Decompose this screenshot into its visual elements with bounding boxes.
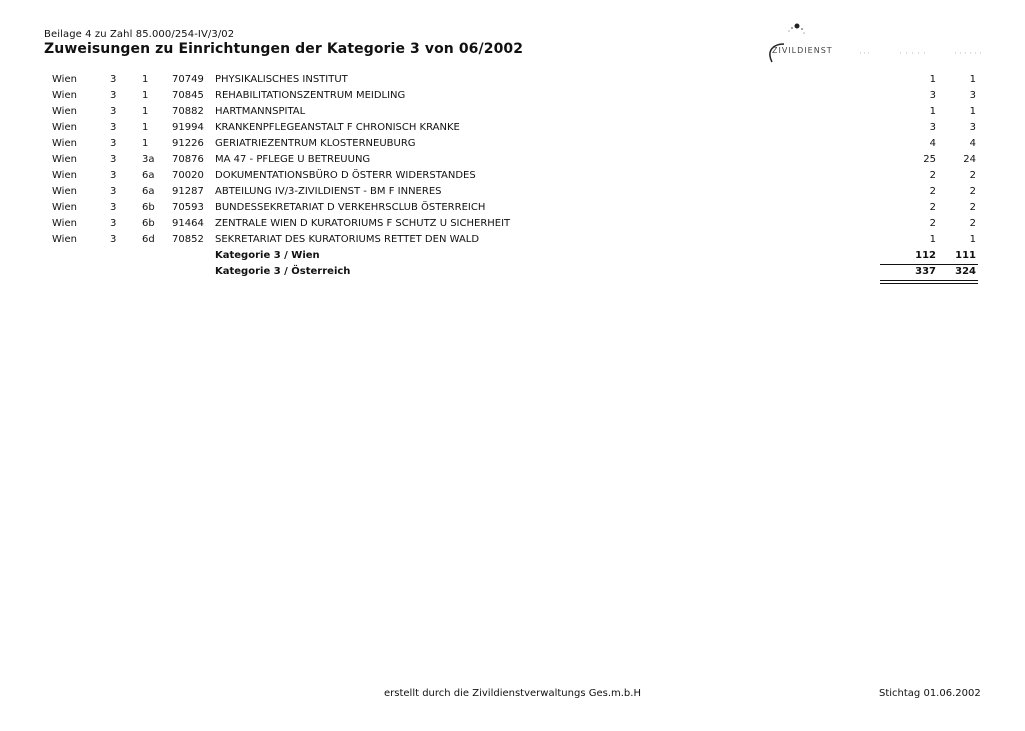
- footer-creator: erstellt durch die Zivildienstverwaltungs Ges.m.b.H: [384, 688, 641, 699]
- institution-name-cell: BUNDESSEKRETARIAT D VERKEHRSCLUB ÖSTERREICH: [215, 202, 486, 213]
- code-cell: 91464: [172, 218, 204, 229]
- category-cell: 3: [110, 218, 117, 229]
- logo-text: ZIVILDIENST: [772, 46, 833, 55]
- city-cell: Wien: [52, 170, 77, 181]
- category-cell: 3: [110, 74, 117, 85]
- table-row: [0, 138, 1025, 154]
- total-value-1: 337: [915, 266, 936, 277]
- table-row: [0, 90, 1025, 106]
- institution-name-cell: ABTEILUNG IV/3-ZIVILDIENST - BM F INNERES: [215, 186, 442, 197]
- table-row: [0, 154, 1025, 170]
- city-cell: Wien: [52, 218, 77, 229]
- total-value-2: 324: [955, 266, 976, 277]
- value-1-cell: 4: [929, 138, 936, 149]
- category-cell: 3: [110, 106, 117, 117]
- value-2-cell: 2: [969, 186, 976, 197]
- table-row: [0, 74, 1025, 90]
- city-cell: Wien: [52, 154, 77, 165]
- subcategory-cell: 1: [142, 74, 149, 85]
- institution-name-cell: HARTMANNSPITAL: [215, 106, 306, 117]
- city-cell: Wien: [52, 234, 77, 245]
- category-cell: 3: [110, 90, 117, 101]
- code-cell: 70852: [172, 234, 204, 245]
- total-underline: [880, 280, 978, 281]
- value-1-cell: 3: [929, 90, 936, 101]
- subcategory-cell: 6a: [142, 170, 155, 181]
- city-cell: Wien: [52, 186, 77, 197]
- value-1-cell: 3: [929, 122, 936, 133]
- city-cell: Wien: [52, 74, 77, 85]
- subcategory-cell: 1: [142, 90, 149, 101]
- value-2-cell: 1: [969, 74, 976, 85]
- document-title: Zuweisungen zu Einrichtungen der Kategorie 3 von 06/2002: [44, 41, 524, 57]
- category-cell: 3: [110, 202, 117, 213]
- category-cell: 3: [110, 138, 117, 149]
- value-2-cell: 2: [969, 202, 976, 213]
- city-cell: Wien: [52, 202, 77, 213]
- table-row: [0, 170, 1025, 186]
- code-cell: 70845: [172, 90, 204, 101]
- subcategory-cell: 1: [142, 106, 149, 117]
- city-cell: Wien: [52, 90, 77, 101]
- value-2-cell: 2: [969, 170, 976, 181]
- value-1-cell: 2: [929, 202, 936, 213]
- table-row: [0, 218, 1025, 234]
- table-row: [0, 234, 1025, 250]
- value-1-cell: 1: [929, 106, 936, 117]
- total-row: [0, 266, 1025, 282]
- document-subheading: Beilage 4 zu Zahl 85.000/254-IV/3/02: [44, 29, 235, 40]
- subcategory-cell: 6b: [142, 202, 155, 213]
- code-cell: 91226: [172, 138, 204, 149]
- value-2-cell: 1: [969, 234, 976, 245]
- table-row: [0, 106, 1025, 122]
- table-row: [0, 122, 1025, 138]
- institution-name-cell: GERIATRIEZENTRUM KLOSTERNEUBURG: [215, 138, 416, 149]
- code-cell: 70020: [172, 170, 204, 181]
- value-2-cell: 24: [963, 154, 976, 165]
- subcategory-cell: 6d: [142, 234, 155, 245]
- table-row: [0, 202, 1025, 218]
- footer-date: Stichtag 01.06.2002: [879, 688, 981, 699]
- subcategory-cell: 6b: [142, 218, 155, 229]
- institution-name-cell: KRANKENPFLEGEANSTALT F CHRONISCH KRANKE: [215, 122, 460, 133]
- institution-name-cell: MA 47 - PFLEGE U BETREUUNG: [215, 154, 371, 165]
- institution-name-cell: REHABILITATIONSZENTRUM MEIDLING: [215, 90, 406, 101]
- value-2-cell: 3: [969, 90, 976, 101]
- institution-name-cell: DOKUMENTATIONSBÜRO D ÖSTERR WIDERSTANDES: [215, 170, 476, 181]
- code-cell: 70749: [172, 74, 204, 85]
- code-cell: 70593: [172, 202, 204, 213]
- total-row: [0, 250, 1025, 266]
- subcategory-cell: 3a: [142, 154, 155, 165]
- subtotal-underline: [880, 264, 978, 265]
- total-value-1: 112: [915, 250, 936, 261]
- category-cell: 3: [110, 186, 117, 197]
- value-1-cell: 2: [929, 218, 936, 229]
- value-1-cell: 2: [929, 170, 936, 181]
- value-1-cell: 1: [929, 234, 936, 245]
- value-2-cell: 4: [969, 138, 976, 149]
- subcategory-cell: 6a: [142, 186, 155, 197]
- total-label: Kategorie 3 / Österreich: [215, 266, 351, 277]
- zivildienst-logo: [760, 20, 988, 64]
- category-cell: 3: [110, 234, 117, 245]
- city-cell: Wien: [52, 138, 77, 149]
- subcategory-cell: 1: [142, 122, 149, 133]
- city-cell: Wien: [52, 122, 77, 133]
- logo-arc-icon: [760, 20, 988, 64]
- institution-name-cell: PHYSIKALISCHES INSTITUT: [215, 74, 348, 85]
- code-cell: 91287: [172, 186, 204, 197]
- code-cell: 91994: [172, 122, 204, 133]
- code-cell: 70876: [172, 154, 204, 165]
- city-cell: Wien: [52, 106, 77, 117]
- value-1-cell: 2: [929, 186, 936, 197]
- value-2-cell: 3: [969, 122, 976, 133]
- category-cell: 3: [110, 154, 117, 165]
- value-1-cell: 1: [929, 74, 936, 85]
- institution-name-cell: ZENTRALE WIEN D KURATORIUMS F SCHUTZ U SICHERHEIT: [215, 218, 511, 229]
- total-double-underline: [880, 283, 978, 284]
- value-1-cell: 25: [923, 154, 936, 165]
- subcategory-cell: 1: [142, 138, 149, 149]
- total-value-2: 111: [955, 250, 976, 261]
- table-row: [0, 186, 1025, 202]
- code-cell: 70882: [172, 106, 204, 117]
- institution-name-cell: SEKRETARIAT DES KURATORIUMS RETTET DEN WALD: [215, 234, 480, 245]
- value-2-cell: 2: [969, 218, 976, 229]
- total-label: Kategorie 3 / Wien: [215, 250, 320, 261]
- category-cell: 3: [110, 170, 117, 181]
- value-2-cell: 1: [969, 106, 976, 117]
- category-cell: 3: [110, 122, 117, 133]
